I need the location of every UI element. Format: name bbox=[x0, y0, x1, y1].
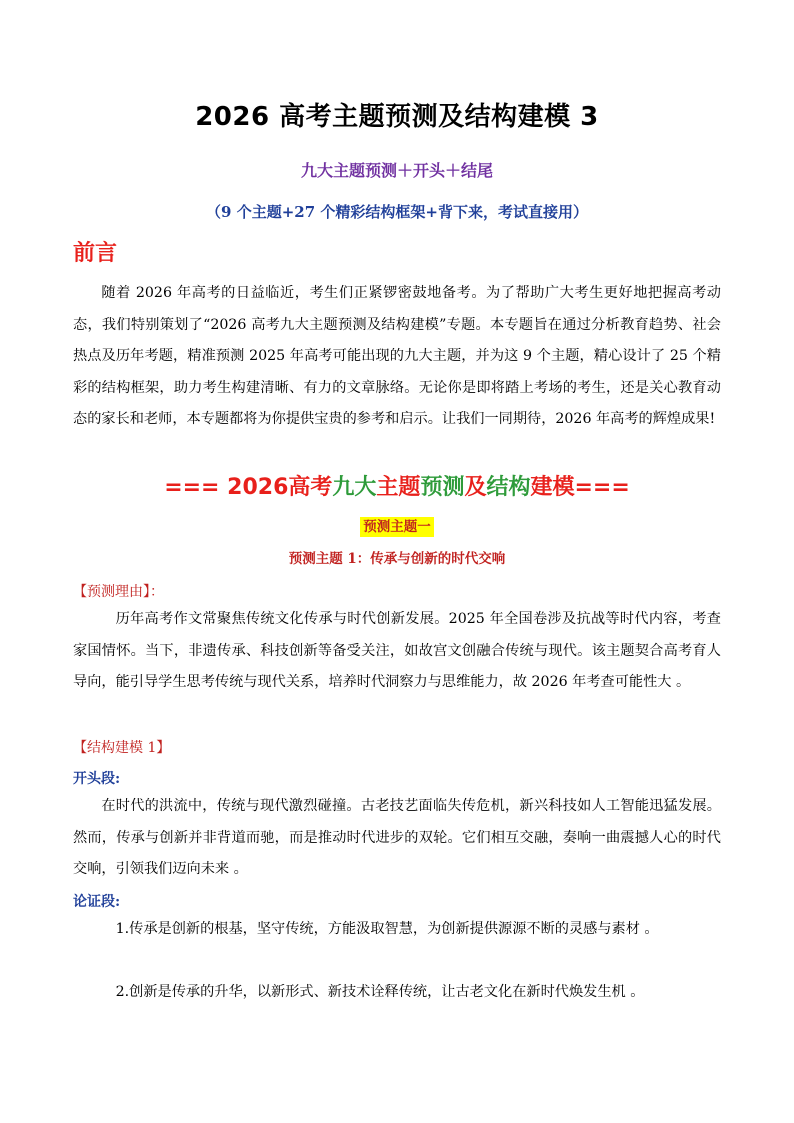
banner-part: 预测 bbox=[420, 475, 465, 500]
topic-tag: 预测主题一 bbox=[360, 517, 434, 537]
opening-paragraph: 在时代的洪流中，传统与现代激烈碰撞。古老技艺面临失传危机，新兴科技如人工智能迅猛发展。然而，传承与创新并非背道而驰，而是推动时代进步的双轮。它们相互交融，奏响一曲震撼人心的时代交响，引领我们迈向未来 。 bbox=[73, 798, 721, 877]
argument-point: 2.创新是传承的升华，以新形式、新技术诠释传统，让古老文化在新时代焕发生机 。 bbox=[115, 984, 645, 1000]
topic-title: 预测主题 1：传承与创新的时代交响 bbox=[288, 551, 506, 567]
model-label: 【结构建模 1】 bbox=[73, 740, 171, 756]
banner-part: 及 bbox=[464, 475, 487, 500]
section-banner bbox=[0, 470, 794, 501]
banner-part: 主题 bbox=[376, 475, 421, 500]
opening-label: 开头段: bbox=[73, 771, 121, 787]
argument-label: 论证段: bbox=[73, 894, 121, 910]
reason-paragraph: 历年高考作文常聚焦传统文化传承与时代创新发展。2025 年全国卷涉及抗战等时代内容，考查家国情怀。当下，非遗传承、科技创新等备受关注，如故宫文创融合传统与现代。该主题契合高考育人导向，能引导学生思考传统与现代关系，培养时代洞察力与思维能力，故 2026 年考查可能性大 。 bbox=[73, 611, 721, 690]
reason-label: 【预测理由】： bbox=[73, 584, 164, 600]
banner-prefix: === 2026 bbox=[164, 475, 289, 500]
banner-part: 高考 bbox=[288, 475, 333, 500]
preface-heading: 前言 bbox=[73, 241, 118, 266]
argument-point: 1.传承是创新的根基，坚守传统，方能汲取智慧，为创新提供源源不断的灵感与素材 。 bbox=[115, 921, 659, 937]
document-subnote: （9 个主题+27 个精彩结构框架+背下来，考试直接用） bbox=[206, 203, 588, 221]
document-subtitle: 九大主题预测＋开头＋结尾 bbox=[300, 161, 493, 180]
preface-paragraph: 随着 2026 年高考的日益临近，考生们正紧锣密鼓地备考。为了帮助广大考生更好地把握高考动态，我们特别策划了“2026 高考九大主题预测及结构建模”专题。本专题旨在通过分析教育趋势、社会热点及历年考题，精准预测 2025 年高考可能出现的九大主题，并为这 9 个主题，精心设计了 25 个精彩的结构框架，助力考生构建清晰、有力的文章脉络。无论你是即将踏上考场的考生，还是关心教育动态的家长和老师，本专题都将为你提供宝贵的参考和启示。让我们一同期待，2026 年高考的辉煌成果! bbox=[73, 285, 721, 427]
banner-suffix: === bbox=[574, 475, 630, 500]
banner-part: 结构 bbox=[486, 475, 531, 500]
banner-part: 建模 bbox=[530, 475, 575, 500]
banner-part: 九大 bbox=[332, 475, 377, 500]
topic-tag-wrapper bbox=[0, 516, 794, 537]
document-title: 2026 高考主题预测及结构建模 3 bbox=[195, 102, 599, 132]
